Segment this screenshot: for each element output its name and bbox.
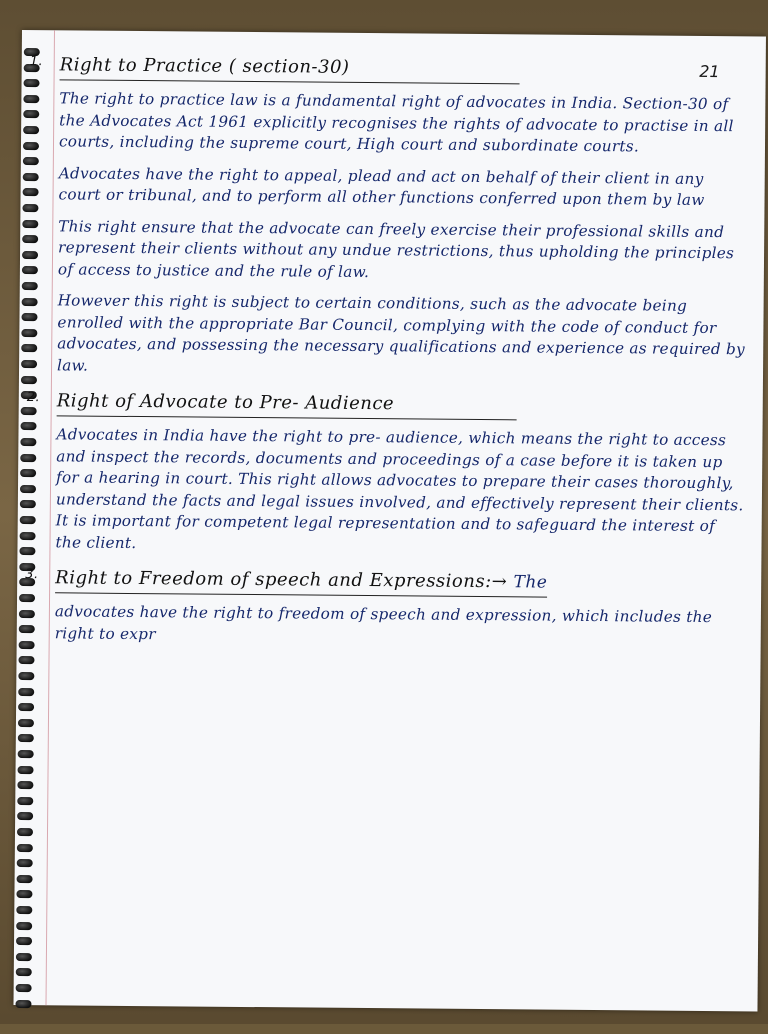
- spiral-ring: [15, 1000, 31, 1008]
- spiral-ring: [16, 906, 32, 914]
- spiral-ring: [21, 407, 37, 415]
- section-3: [25, 567, 746, 650]
- spiral-ring: [17, 859, 33, 867]
- margin-line: [45, 30, 55, 1005]
- spiral-ring: [17, 781, 33, 789]
- paragraph: advocates have the right to freedom of speech and expression, which includes the right to expr: [54, 602, 713, 643]
- spiral-ring: [17, 875, 33, 883]
- spiral-ring: [20, 500, 36, 508]
- section-number: 2.: [26, 390, 41, 406]
- spiral-ring: [19, 625, 35, 633]
- paragraph: This right ensure that the advocate can freely exercise their professional skills and represent their clients without any undue restrictions, thus upholding the principles of access to justice and the rule of law.: [57, 216, 735, 281]
- spiral-ring: [16, 922, 32, 930]
- spiral-ring: [22, 266, 38, 274]
- spiral-ring: [17, 797, 33, 805]
- spiral-ring: [21, 313, 37, 321]
- section-title-tail: The: [513, 572, 548, 593]
- spiral-ring: [18, 719, 34, 727]
- section-title: Right to Practice ( section-30): [59, 54, 350, 78]
- section-title: Right of Advocate to Pre- Audience: [56, 390, 395, 415]
- spiral-ring: [22, 204, 38, 212]
- spiral-ring: [19, 547, 35, 555]
- spiral-ring: [17, 828, 33, 836]
- notes-content: [25, 54, 750, 660]
- spiral-ring: [18, 766, 34, 774]
- section-heading: [29, 54, 520, 84]
- spiral-ring: [20, 438, 36, 446]
- spiral-ring: [20, 516, 36, 524]
- paragraph: Advocates have the right to appeal, plead and act on behalf of their client in any court or tribunal, and to perform all other functions conferred upon them by law: [58, 163, 705, 209]
- spiral-ring: [22, 235, 38, 243]
- spiral-ring: [23, 188, 39, 196]
- spiral-ring: [20, 469, 36, 477]
- spiral-ring: [17, 812, 33, 820]
- spiral-ring: [19, 594, 35, 602]
- spiral-ring: [16, 953, 32, 961]
- section-number: 3.: [25, 567, 39, 583]
- spiral-ring: [16, 968, 32, 976]
- spiral-ring: [20, 532, 36, 540]
- spiral-ring: [18, 734, 34, 742]
- spiral-ring: [18, 688, 34, 696]
- spiral-ring: [22, 251, 38, 259]
- spiral-ring: [16, 937, 32, 945]
- spiral-ring: [21, 376, 37, 384]
- section-1: [29, 54, 750, 382]
- page-number: 21: [699, 61, 720, 82]
- section-heading: [25, 567, 548, 597]
- spiral-ring: [22, 282, 38, 290]
- spiral-ring: [23, 110, 39, 118]
- spiral-ring: [18, 656, 34, 664]
- spiral-ring: [23, 157, 39, 165]
- spiral-ring: [23, 142, 39, 150]
- spiral-ring: [18, 672, 34, 680]
- spiral-ring: [21, 344, 37, 352]
- spiral-ring: [16, 890, 32, 898]
- spiral-ring: [20, 454, 36, 462]
- spiral-ring: [21, 329, 37, 337]
- spiral-ring: [18, 703, 34, 711]
- spiral-ring: [23, 173, 39, 181]
- spiral-ring: [19, 641, 35, 649]
- spiral-ring: [17, 844, 33, 852]
- spiral-ring: [23, 126, 39, 134]
- spiral-ring: [18, 750, 34, 758]
- spiral-ring: [16, 984, 32, 992]
- section-2: [26, 390, 746, 559]
- spiral-ring: [23, 95, 39, 103]
- spiral-ring: [24, 79, 40, 87]
- notebook-page: [13, 30, 765, 1011]
- section-number: 1.: [29, 54, 44, 70]
- paragraph: However this right is subject to certain conditions, such as the advocate being enrolled with the appropriate Bar Council, complying with the code of conduct for advocates, and possessing the necessary qualifications and experience as required by law.: [57, 291, 746, 375]
- paragraph: The right to practice law is a fundamental right of advocates in India. Section-30 of the Advocates Act 1961 explicitly recognises the rights of advocate to practise in all courts, including the supreme court, High court and subordinate courts.: [58, 89, 734, 156]
- spiral-ring: [22, 298, 38, 306]
- section-heading: [26, 390, 517, 420]
- spiral-ring: [20, 485, 36, 493]
- spiral-ring: [21, 360, 37, 368]
- paragraph: Advocates in India have the right to pre- audience, which means the right to access and inspect the records, documents and proceedings of a case before it is taken up for a hearing in court. This right allows advocates to prepare their cases thoroughly, understand the facts and legal issues involved, and effectively represent their clients. It is important for competent legal representation and to safeguard the interest of the client.: [55, 425, 744, 552]
- spiral-ring: [22, 220, 38, 228]
- spiral-ring: [19, 610, 35, 618]
- spiral-ring: [21, 422, 37, 430]
- section-title: Right to Freedom of speech and Expressions:→: [55, 567, 508, 593]
